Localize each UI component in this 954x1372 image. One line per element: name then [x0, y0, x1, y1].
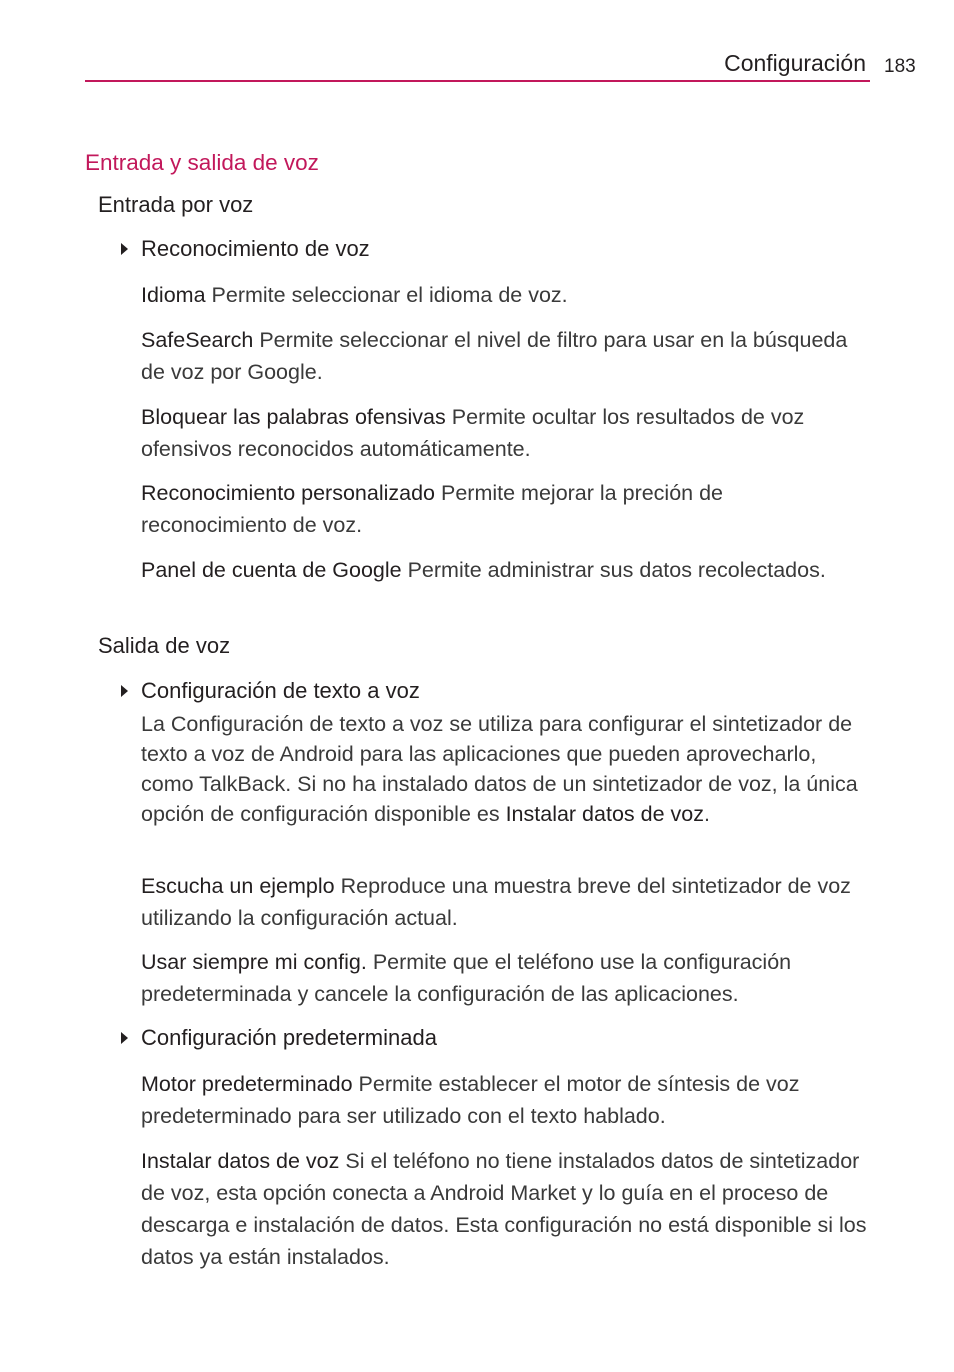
- item-term: Escucha un ejemplo: [141, 874, 335, 898]
- recognition-bullet: [121, 236, 370, 262]
- triangle-bullet-icon: [121, 243, 128, 255]
- item-term: Idioma: [141, 283, 206, 307]
- item-term: Reconocimiento personalizado: [141, 481, 436, 505]
- item-term: Usar siempre mi config.: [141, 950, 367, 974]
- tts-intro: [141, 709, 873, 829]
- tts-item-listen-example: [141, 870, 873, 934]
- recognition-item-google-dashboard: [141, 554, 873, 586]
- voice-input-heading: Entrada por voz: [98, 192, 254, 217]
- tts-label: Configuración de texto a voz: [141, 678, 420, 703]
- item-desc: Permite mejorar la preción de reconocimiento de voz.: [141, 481, 724, 537]
- defaults-item-engine: [141, 1068, 873, 1132]
- recognition-item-language: [141, 279, 873, 311]
- tts-intro-end: .: [703, 802, 710, 826]
- item-desc: Permite seleccionar el nivel de filtro para usar en la búsqueda de voz por Google.: [141, 328, 848, 384]
- item-term: Bloquear las palabras ofensivas: [141, 405, 446, 429]
- defaults-item-install-data: [141, 1145, 873, 1273]
- item-term: Panel de cuenta de Google: [141, 558, 402, 582]
- item-desc: Permite administrar sus datos recolectados.: [407, 558, 826, 582]
- recognition-item-safesearch: [141, 324, 873, 388]
- triangle-bullet-icon: [121, 1032, 128, 1044]
- recognition-item-personalized: [141, 477, 873, 541]
- header-divider: [85, 80, 870, 82]
- item-desc: Reproduce una muestra breve del sintetizador de voz utilizando la configuración actual.: [141, 874, 851, 930]
- item-desc: Permite que el teléfono use la configuración predeterminada y cancele la configuración de las aplicaciones.: [141, 950, 792, 1006]
- item-desc: Permite ocultar los resultados de voz ofensivos reconocidos automáticamente.: [141, 405, 805, 461]
- tts-intro-text: La Configuración de texto a voz se utiliza para configurar el sintetizador de texto a voz de Android para las aplicaciones que pueden aprovecharlo, como TalkBack. Si no ha instalado datos de un sintetizador de voz, la única opción de configuración disponible es: [141, 712, 858, 826]
- tts-intro-term: Instalar datos de voz: [505, 802, 704, 826]
- defaults-bullet: [121, 1025, 437, 1051]
- item-desc: Permite establecer el motor de síntesis de voz predeterminado para ser utilizado con el texto hablado.: [141, 1072, 800, 1128]
- item-desc: Si el teléfono no tiene instalados datos de sintetizador de voz, esta opción conecta a Android Market y lo guía en el proceso de descarga e instalación de datos. Esta configuración no está disponible si los datos ya están instalados.: [141, 1149, 867, 1269]
- item-term: Motor predeterminado: [141, 1072, 353, 1096]
- page-number: 183: [884, 56, 916, 77]
- tts-bullet: [121, 678, 420, 704]
- voice-output-heading: Salida de voz: [98, 633, 231, 658]
- recognition-item-block-offensive: [141, 401, 873, 465]
- defaults-label: Configuración predeterminada: [141, 1025, 437, 1050]
- section-title: Entrada y salida de voz: [85, 150, 319, 175]
- recognition-label: Reconocimiento de voz: [141, 236, 370, 261]
- triangle-bullet-icon: [121, 685, 128, 697]
- item-desc: Permite seleccionar el idioma de voz.: [211, 283, 568, 307]
- running-header-title: Configuración: [724, 50, 866, 76]
- item-term: SafeSearch: [141, 328, 254, 352]
- item-term: Instalar datos de voz: [141, 1149, 340, 1173]
- tts-item-always-use: [141, 946, 873, 1010]
